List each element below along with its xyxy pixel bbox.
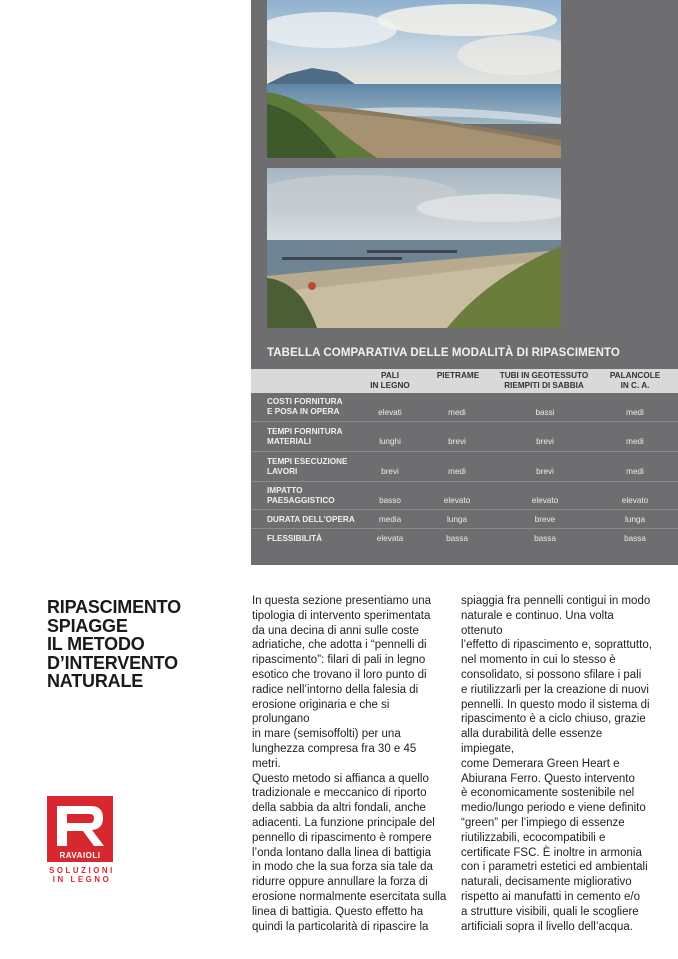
table-cell: medi	[448, 467, 466, 476]
table-cell: elevati	[378, 408, 402, 417]
column-header: PIETRAME	[436, 371, 480, 380]
page-title: RIPASCIMENTO SPIAGGE IL METODO D’INTERVENTO NATURALE	[47, 597, 181, 691]
table-cell: elevato	[621, 496, 649, 505]
row-label: FLESSIBILITÀ	[267, 534, 323, 543]
column-header: TUBI IN GEOTESSUTO RIEMPITI DI SABBIA	[499, 371, 589, 390]
beach-photo-bottom	[267, 168, 561, 328]
table-row	[251, 393, 678, 422]
table-cell: basso	[379, 496, 401, 505]
table-cell: lunga	[624, 515, 646, 524]
table-cell: brevi	[448, 437, 466, 446]
body-text-column-1: In questa sezione presentiamo una tipologia di intervento sperimentata da una decina di anni sulle coste adriatiche, che adotta i “pennelli di ripascimento”: filari di pali in legno esotico che trovano il loro punto di radice nell’intorno della falesia di erosione originaria e che si prolungano in mare (semisoffolti) per una lunghezza compresa fra 30 e 45 metri. Questo metodo si affianca a quello tradizionale e meccanico di riporto della sabbia da altri fondali, anche adiacenti. La funzione principale del pennello di ripascimento è rompere l’onda lontano dalla linea di battigia in modo che la sua forza sia tale da ridurre oppure annullare la forza di erosione normalmente esercitata sulla linea di battigia. Questo effetto ha quindi la particolarità di ripascire la	[252, 595, 447, 933]
table-cell: medi	[626, 467, 644, 476]
beach-photo-top	[267, 0, 561, 158]
row-label: IMPATTO PAESAGGISTICO	[267, 486, 335, 505]
table-cell: brevi	[536, 467, 554, 476]
logo-tagline-2: IN LEGNO	[52, 875, 112, 884]
table-cell: brevi	[536, 437, 554, 446]
table-title: TABELLA COMPARATIVA DELLE MODALITÀ DI RIPASCIMENTO	[267, 347, 620, 359]
row-label: DURATA DELL'OPERA	[267, 515, 355, 524]
table-cell: bassa	[624, 534, 646, 543]
row-label: COSTI FORNITURA E POSA IN OPERA	[267, 397, 343, 416]
table-cell: elevata	[376, 534, 404, 543]
table-cell: breve	[534, 515, 556, 524]
table-cell: bassa	[534, 534, 556, 543]
table-cell: medi	[626, 437, 644, 446]
table-cell: bassa	[446, 534, 468, 543]
table-cell: media	[378, 515, 402, 524]
row-label: TEMPI FORNITURA MATERIALI	[267, 427, 343, 446]
table-row	[251, 529, 678, 547]
table-cell: elevato	[531, 496, 559, 505]
logo-tagline-1: SOLUZIONI	[49, 866, 115, 875]
table-cell: bassi	[535, 408, 555, 417]
row-label: TEMPI ESECUZIONE LAVORI	[267, 457, 348, 476]
table-cell: lunghi	[379, 437, 401, 446]
ravaioli-logo-icon	[47, 796, 113, 862]
table-cell: medi	[448, 408, 466, 417]
table-cell: elevato	[443, 496, 471, 505]
table-cell: brevi	[381, 467, 399, 476]
table-row	[251, 452, 678, 482]
table-cell: medi	[626, 408, 644, 417]
table-row	[251, 510, 678, 529]
table-cell: lunga	[446, 515, 468, 524]
column-header: PALANCOLE IN C. A.	[609, 371, 661, 390]
logo-brand: RAVAIOLI	[59, 851, 101, 860]
table-row	[251, 422, 678, 452]
table-row	[251, 482, 678, 510]
column-header: PALI IN LEGNO	[370, 371, 410, 390]
table-header	[251, 369, 678, 393]
body-text-column-2: spiaggia fra pennelli contigui in modo naturale e continuo. Una volta ottenuto l’effetto di ripascimento e, soprattutto, nel momento in cui lo stesso è consolidato, si possono sfilare i pali e riutilizzarli per la creazione di nuovi pennelli. In questo modo il sistema di ripascimento è a ciclo chiuso, grazie alla durabilità delle essenze impiegate, come Demerara Green Heart e Abiurana Ferro. Questo intervento è economicamente sostenibile nel medio/lungo periodo e viene definito “green” per l’impiego di essenze riutilizzabili, ecocompatibili e certificate FSC. È inoltre in armonia con i parametri estetici ed ambientali naturali, decisamente migliorativo rispetto ai manufatti in cemento e/o a strutture visibili, quali le scogliere artificiali sopra il livello dell’acqua.	[461, 595, 652, 933]
